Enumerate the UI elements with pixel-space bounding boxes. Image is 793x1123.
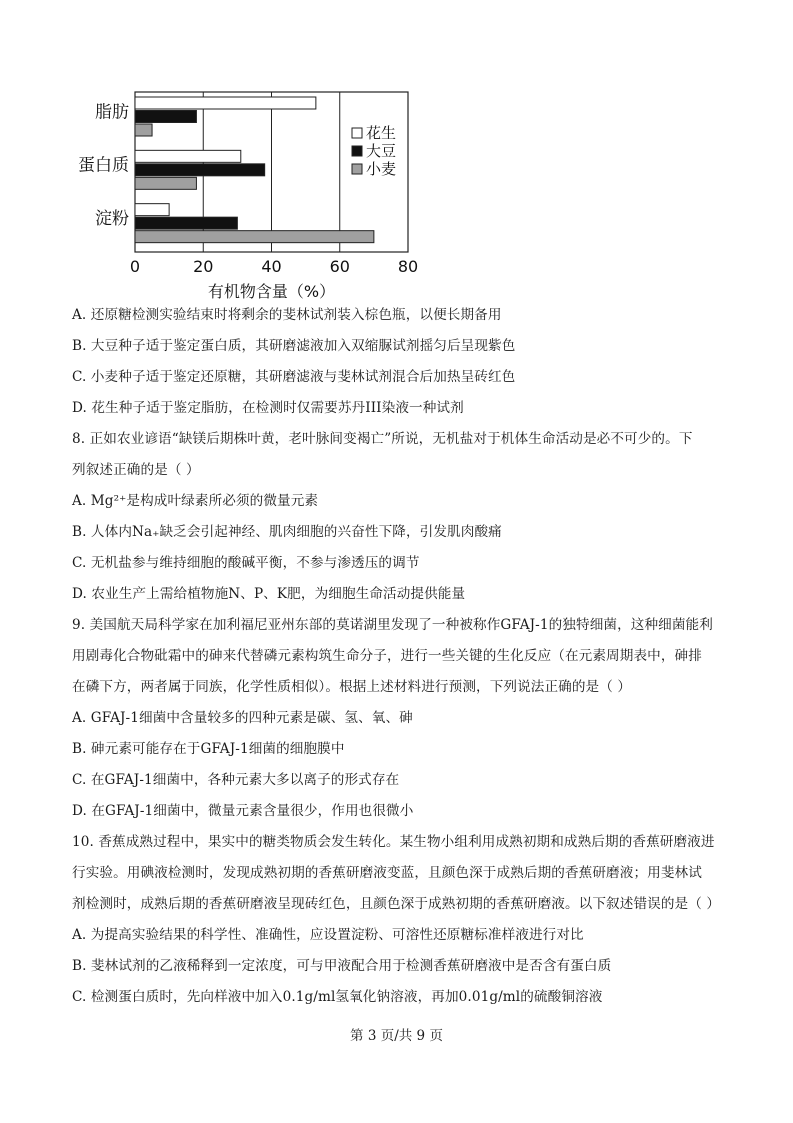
text-line: 10. 香蕉成熟过程中，果实中的糖类物质会发生转化。某生物小组利用成熟初期和成熟后期的香蕉研磨液进 bbox=[72, 834, 715, 850]
x-tick-label: 80 bbox=[397, 257, 419, 276]
category-label: 脂肪 bbox=[95, 102, 129, 123]
legend-label: 大豆 bbox=[366, 142, 397, 160]
text-line: A. 还原糖检测实验结束时将剩余的斐林试剂装入棕色瓶，以便长期备用 bbox=[72, 307, 502, 323]
legend-swatch bbox=[352, 128, 362, 138]
x-axis-label: 有机物含量（%） bbox=[207, 282, 336, 301]
text-line: A. GFAJ-1细菌中含量较多的四种元素是碳、氢、氧、砷 bbox=[72, 710, 413, 726]
text-line: 8. 正如农业谚语“缺镁后期株叶黄，老叶脉间变褐亡”所说，无机盐对于机体生命活动是必不可少的。下 bbox=[72, 431, 693, 447]
text-line: C. 无机盐参与维持细胞的酸碱平衡，不参与渗透压的调节 bbox=[72, 555, 420, 571]
bar-大豆 bbox=[135, 164, 265, 176]
x-tick-label: 0 bbox=[129, 257, 141, 276]
bar-花生 bbox=[135, 150, 241, 162]
text-line: D. 农业生产上需给植物施N、P、K肥，为细胞生命活动提供能量 bbox=[72, 586, 466, 602]
x-tick-label: 20 bbox=[193, 257, 214, 276]
legend-label: 花生 bbox=[366, 124, 397, 142]
text-line: B. 砷元素可能存在于GFAJ-1细菌的细胞膜中 bbox=[72, 741, 345, 757]
text-line: 剂检测时，成熟后期的香蕉研磨液呈现砖红色，且颜色深于成熟初期的香蕉研磨液。以下叙述错误的是（ ） bbox=[72, 896, 721, 912]
legend-swatch bbox=[352, 164, 362, 174]
text-line: 列叙述正确的是（ ） bbox=[72, 462, 200, 478]
text-line: 行实验。用碘液检测时，发现成熟初期的香蕉研磨液变蓝，且颜色深于成熟后期的香蕉研磨液；用斐林试 bbox=[72, 865, 702, 881]
bar-chart bbox=[70, 82, 430, 304]
bar-小麦 bbox=[135, 231, 374, 243]
text-line: C. 检测蛋白质时，先向样液中加入0.1g/ml氢氧化钠溶液，再加0.01g/ml的硫酸铜溶液 bbox=[72, 989, 603, 1005]
bar-花生 bbox=[135, 97, 316, 109]
x-tick-label: 40 bbox=[261, 257, 282, 276]
text-line: 在磷下方，两者属于同族，化学性质相似）。根据上述材料进行预测，下列说法正确的是（ ） bbox=[72, 679, 632, 695]
text-line: C. 小麦种子适于鉴定还原糖，其研磨滤液与斐林试剂混合后加热呈砖红色 bbox=[72, 369, 516, 385]
bar-小麦 bbox=[135, 177, 196, 189]
text-line: B. 人体内Na₊缺乏会引起神经、肌肉细胞的兴奋性下降，引发肌肉酸痛 bbox=[72, 524, 502, 540]
text-line: 用剧毒化合物砒霜中的砷来代替磷元素构筑生命分子，进行一些关键的生化反应（在元素周期表中，砷排 bbox=[72, 648, 702, 664]
text-line: D. 花生种子适于鉴定脂肪，在检测时仅需要苏丹III染液一种试剂 bbox=[72, 400, 464, 416]
text-line: 9. 美国航天局科学家在加利福尼亚州东部的莫诺湖里发现了一种被称作GFAJ-1的独特细菌，这种细菌能利 bbox=[72, 617, 713, 633]
x-tick-label: 60 bbox=[329, 257, 350, 276]
legend-label: 小麦 bbox=[366, 160, 397, 178]
bar-小麦 bbox=[135, 124, 152, 136]
text-line: C. 在GFAJ-1细菌中，各种元素大多以离子的形式存在 bbox=[72, 772, 400, 788]
text-line: B. 斐林试剂的乙液稀释到一定浓度，可与甲液配合用于检测香蕉研磨液中是否含有蛋白质 bbox=[72, 958, 612, 974]
category-label: 淀粉 bbox=[95, 208, 129, 229]
page-footer: 第 3 页/共 9 页 bbox=[350, 1028, 443, 1044]
text-line: A. 为提高实验结果的科学性、准确性，应设置淀粉、可溶性还原糖标准样液进行对比 bbox=[72, 927, 584, 943]
question-text bbox=[72, 300, 732, 1013]
bar-花生 bbox=[135, 204, 169, 216]
text-line: D. 在GFAJ-1细菌中，微量元素含量很少，作用也很微小 bbox=[72, 803, 414, 819]
category-label: 蛋白质 bbox=[78, 155, 129, 176]
bar-大豆 bbox=[135, 111, 196, 123]
text-line: A. Mg²⁺是构成叶绿素所必须的微量元素 bbox=[72, 493, 319, 509]
bar-大豆 bbox=[135, 217, 237, 229]
chart-canvas bbox=[70, 82, 430, 304]
legend-swatch bbox=[352, 146, 362, 156]
text-line: B. 大豆种子适于鉴定蛋白质，其研磨滤液加入双缩脲试剂摇匀后呈现紫色 bbox=[72, 338, 516, 354]
